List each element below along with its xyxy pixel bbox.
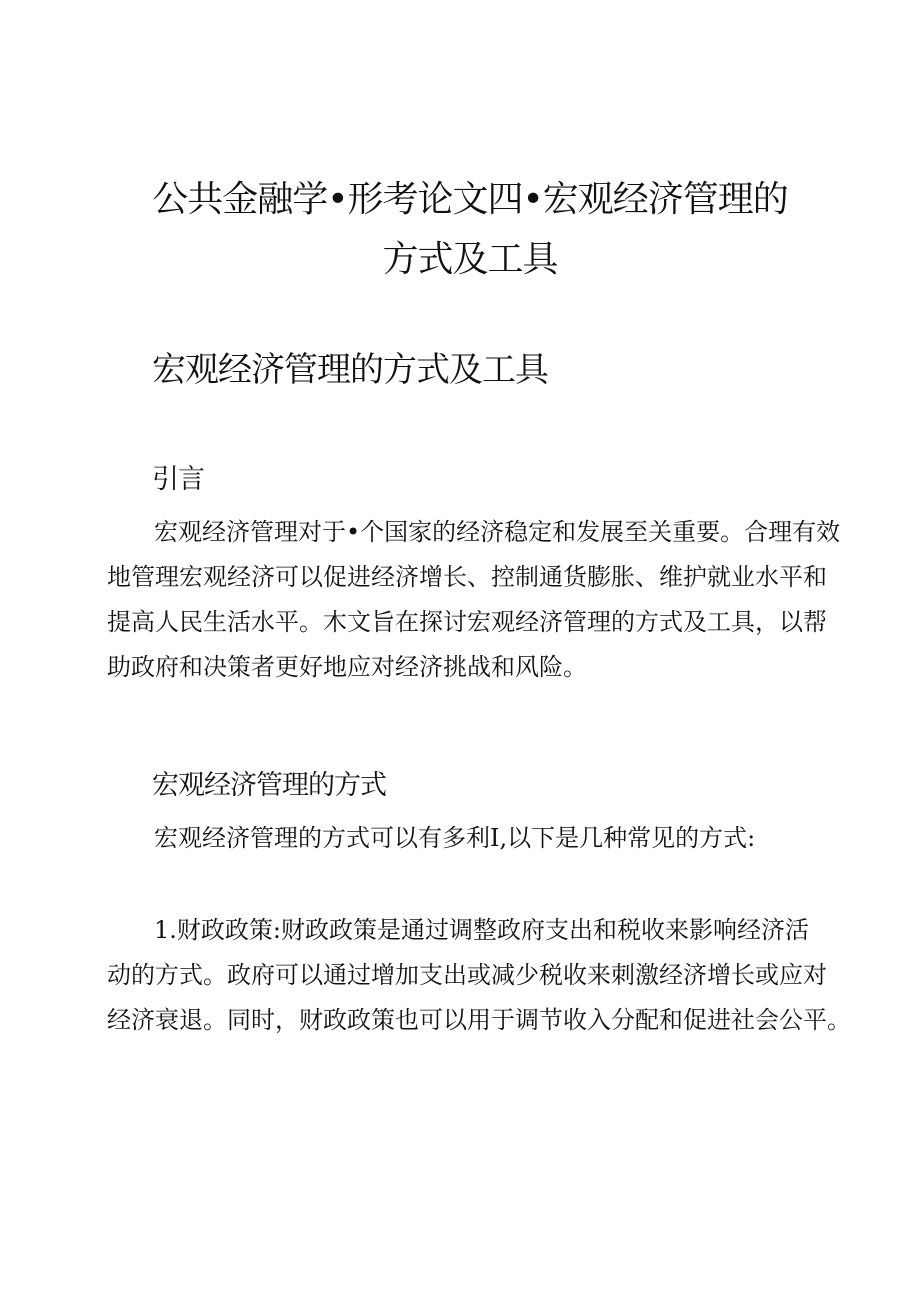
document-title — [130, 170, 810, 290]
title-line-2: 方式及工具 — [382, 239, 558, 280]
intro-line-4: 助政府和决策者更好地应对经济挑战和风险。 — [107, 653, 587, 681]
intro-paragraph — [107, 510, 841, 690]
fiscal-policy-line-1: 1.财政政策:财政政策是通过调整政府支出和税收来影响经济活 — [154, 916, 809, 944]
fiscal-policy-paragraph — [107, 908, 851, 1043]
intro-line-3: 提高人民生活水平。木文旨在探讨宏观经济管理的方式及工具，以帮 — [107, 608, 827, 636]
intro-heading: 引言 — [152, 464, 204, 495]
methods-intro-line: 宏观经济管理的方式可以有多利I,以下是几种常见的方式: — [154, 824, 756, 852]
title-line-1: 公共金融学•形考论文四•宏观经济管理的 — [152, 179, 788, 220]
intro-line-2: 地管理宏观经济可以促进经济增长、控制通货膨胀、维护就业水平和 — [107, 563, 827, 591]
fiscal-policy-line-3: 经济衰退。同时，财政政策也可以用于调节收入分配和促进社会公平。 — [107, 1006, 851, 1034]
methods-heading: 宏观经济管理的方式 — [152, 770, 386, 801]
document-subtitle: 宏观经济管理的方式及工具 — [152, 350, 548, 390]
methods-intro-paragraph — [107, 816, 827, 861]
fiscal-policy-line-2: 动的方式。政府可以通过增加支出或减少税收来刺激经济增长或应对 — [107, 961, 827, 989]
intro-line-1: 宏观经济管理对于•个国家的经济稳定和发展至关重要。合理有效 — [154, 518, 841, 546]
